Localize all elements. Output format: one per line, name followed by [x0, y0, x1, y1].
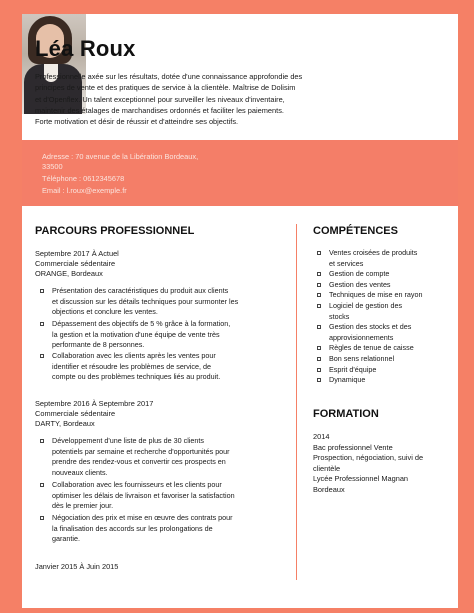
bullet-square-icon [317, 304, 321, 308]
bullet-square-icon [317, 251, 321, 255]
job-role: Commerciale sédentaire [35, 259, 116, 268]
job-company: ORANGE, Bordeaux [35, 269, 103, 278]
profile-summary [35, 71, 335, 127]
skill-item [329, 322, 423, 343]
bullet-square-icon [317, 368, 321, 372]
contact-phone: Téléphone : 0612345678 [42, 174, 125, 183]
bullet-line: optimiser les délais de livraison et favoriser la satisfaction [52, 490, 235, 500]
summary-line: et d'Openflex. Un talent exceptionnel pour surveiller les niveaux d'inventaire, [35, 94, 285, 104]
skill-item [329, 290, 423, 301]
skill-line: Techniques de mise en rayon [329, 290, 423, 300]
bullet-square-icon [40, 439, 44, 443]
skill-line: Logiciel de gestion des [329, 300, 403, 310]
skill-item [329, 269, 423, 280]
job-dates: Janvier 2015 À Juin 2015 [35, 562, 119, 571]
bullet-line: prendre des rendez-vous et convertir ces prospects en [52, 457, 226, 467]
bullet-line: Collaboration avec les fournisseurs et les clients pour [52, 480, 222, 489]
education-line: Prospection, négociation, suivi de [313, 453, 424, 463]
skill-line: et services [329, 258, 364, 268]
bullet-line: Dépassement des objectifs de 5 % grâce à la formation, [52, 319, 231, 328]
job-bullet [52, 513, 233, 545]
skill-item [329, 343, 423, 354]
bullet-line: garantie. [52, 534, 80, 544]
bullet-line: et discussion sur les détails techniques pour surmonter les [52, 296, 239, 306]
skill-line: Dynamique [329, 375, 366, 385]
bullet-line: Négociation des prix et mise en œuvre des contrats pour [52, 513, 233, 522]
bullet-line: la gestion et la motivation d'une équipe de vente très [52, 329, 220, 339]
bullet-square-icon [317, 346, 321, 350]
bullet-square-icon [317, 293, 321, 297]
contact-address: Adresse : 70 avenue de la Libération Bordeaux, [42, 152, 199, 161]
bullet-line: performante de 8 personnes. [52, 340, 145, 350]
education-year: 2014 [313, 432, 330, 441]
job-bullet [52, 286, 238, 318]
candidate-name: Léa Roux [35, 36, 136, 61]
contact-block [22, 140, 458, 206]
column-divider [296, 224, 297, 580]
bullet-line: dès le premier jour. [52, 501, 114, 511]
education-line: clientèle [313, 463, 341, 473]
bullet-line: nouveaux clients. [52, 467, 108, 477]
bullet-square-icon [40, 516, 44, 520]
skill-item [329, 280, 423, 291]
bullet-square-icon [40, 483, 44, 487]
summary-line: Forte motivation et désir de réussir et d'atteindre ses objectifs. [35, 117, 239, 127]
education-block [313, 432, 423, 496]
bullet-square-icon [317, 272, 321, 276]
job-bullet [52, 351, 220, 383]
bullet-line: objections et conclure les ventes. [52, 307, 158, 317]
job-dates: Septembre 2016 À Septembre 2017 [35, 399, 154, 408]
summary-line: Professionnelle axée sur les résultats, dotée d'une connaissance approfondie des [35, 72, 303, 81]
bullet-line: potentiels par semaine et recherche d'opportunités pour [52, 446, 230, 456]
job-bullet [52, 436, 230, 478]
job-dates: Septembre 2017 À Actuel [35, 249, 119, 258]
skills-title: COMPÉTENCES [313, 225, 398, 237]
skill-line: Gestion des stocks et des [329, 322, 412, 332]
education-line: Bordeaux [313, 484, 345, 494]
job-bullet [52, 480, 235, 512]
skill-line: Gestion de compte [329, 269, 390, 279]
skill-item [329, 248, 423, 269]
education-line: Bac professionnel Vente [313, 442, 393, 452]
skill-item [329, 375, 423, 386]
bullet-square-icon [317, 325, 321, 329]
bullet-square-icon [317, 283, 321, 287]
skill-line: Esprit d'équipe [329, 364, 377, 374]
education-title: FORMATION [313, 408, 379, 420]
experience-title: PARCOURS PROFESSIONNEL [35, 225, 195, 237]
bullet-line: Présentation des caractéristiques du produit aux clients [52, 286, 229, 295]
bullet-square-icon [40, 289, 44, 293]
bullet-line: Collaboration avec les clients après les ventes pour [52, 351, 216, 360]
summary-line: principes de vente et des pratiques de service à la clientèle. Maîtrise de Dolisim [35, 83, 296, 93]
contact-address-postcode: 33500 [42, 162, 63, 171]
job-bullet [52, 319, 230, 351]
skill-line: Règles de tenue de caisse [329, 343, 414, 353]
skill-line: Bon sens relationnel [329, 353, 395, 363]
bullet-line: compte ou des problèmes techniques liés au produit. [52, 372, 221, 382]
skill-line: Gestion des ventes [329, 279, 391, 289]
skill-item [329, 354, 423, 365]
summary-line: maintenir des étalages de marchandises ordonnés et faciliter les paiements. [35, 105, 284, 115]
header-card [22, 14, 458, 140]
skills-list [329, 248, 423, 386]
contact-email[interactable]: Email : l.roux@exemple.fr [42, 186, 127, 195]
job-role: Commerciale sédentaire [35, 409, 116, 418]
bullet-line: Développement d'une liste de plus de 30 clients [52, 436, 205, 445]
bullet-line: la finalisation des accords sur les prolongations de [52, 523, 213, 533]
education-line: Lycée Professionnel Magnan [313, 474, 409, 484]
skill-line: stocks [329, 311, 350, 321]
skill-line: approvisionnements [329, 332, 394, 342]
bullet-square-icon [317, 357, 321, 361]
skill-item [329, 301, 423, 322]
skill-line: Ventes croisées de produits [329, 248, 418, 257]
job-company: DARTY, Bordeaux [35, 419, 95, 428]
bullet-square-icon [40, 354, 44, 358]
main-content [22, 206, 458, 608]
skill-item [329, 365, 423, 376]
bullet-line: identifier et résoudre les problèmes de service, de [52, 361, 212, 371]
bullet-square-icon [317, 378, 321, 382]
bullet-square-icon [40, 322, 44, 326]
